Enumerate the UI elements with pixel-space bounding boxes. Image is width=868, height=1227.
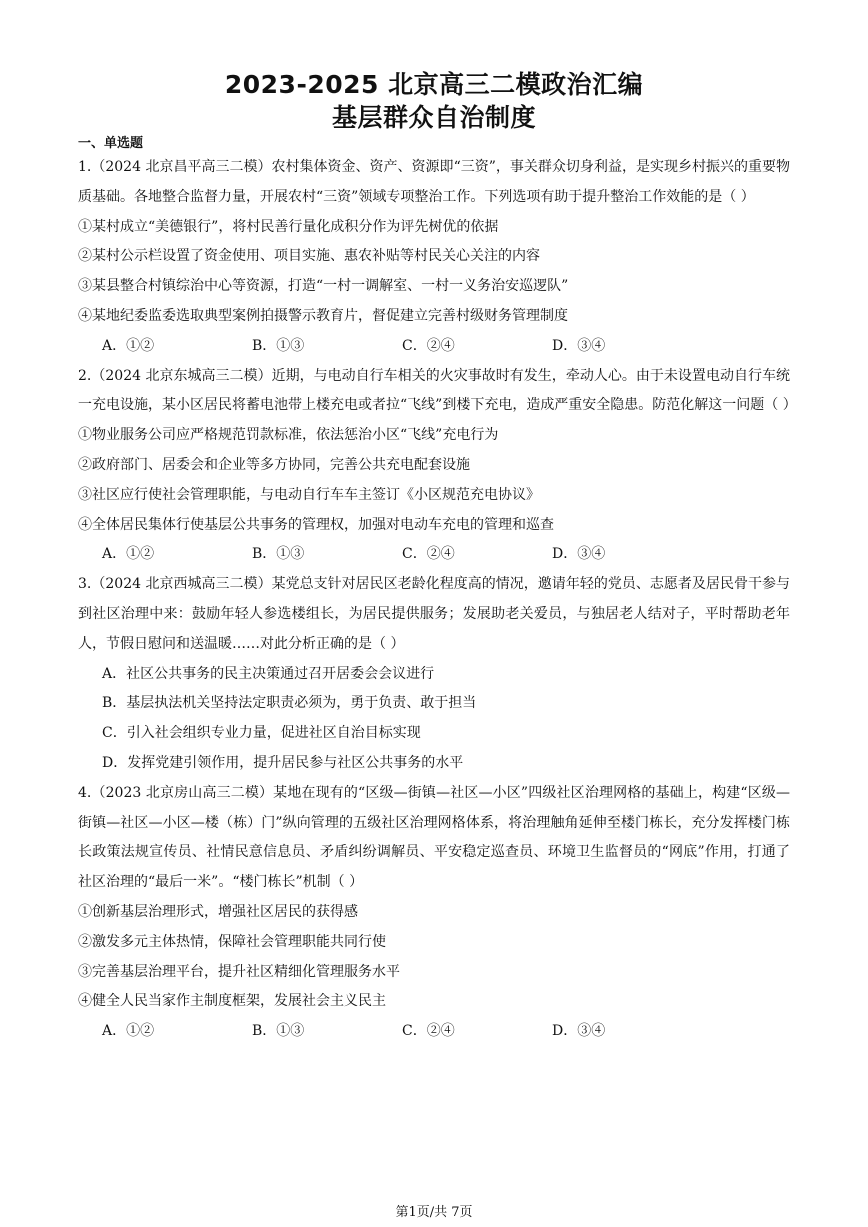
choice-d: D．③④ (552, 546, 606, 563)
choice-d: D．③④ (552, 1023, 606, 1040)
choice-b: B．基层执法机关坚持法定职责必须为，勇于负责、敢于担当 (102, 695, 477, 712)
answer-choices (78, 660, 790, 779)
document-title: 2023-2025 北京高三二模政治汇编 (224, 70, 644, 99)
page-footer: 第1页/共 7页 (395, 1205, 473, 1220)
statement: ①物业服务公司应严格规范罚款标准，依法惩治小区“飞线”充电行为 (78, 427, 499, 444)
choice-d: D．③④ (552, 337, 606, 354)
question-2 (78, 362, 797, 571)
choice-a: A．①② (102, 546, 155, 563)
answer-choices (78, 1017, 790, 1047)
choice-b: B．①③ (252, 546, 305, 563)
answer-choices (78, 540, 790, 570)
choice-d: D．发挥党建引领作用，提升居民参与社区公共事务的水平 (102, 754, 464, 771)
choice-c: C．②④ (402, 337, 455, 354)
choice-b: B．①③ (252, 1023, 305, 1040)
statement: ②某村公示栏设置了资金使用、项目实施、惠农补贴等村民关心关注的内容 (78, 248, 540, 265)
question-stem: 2.（2024 北京东城高三二模）近期，与电动自行车相关的火灾事故时有发生，牵动人心。由于未设置电动自行车统一充电设施，某小区居民将蓄电池带上楼充电或者拉“飞线”到楼下充电，造成严重安全隐患。防范化解这一问题（ ） (78, 367, 797, 414)
question-stem: 1.（2024 北京昌平高三二模）农村集体资金、资产、资源即“三资”，事关群众切身利益，是实现乡村振兴的重要物质基础。各地整合监督力量，开展农村“三资”领域专项整治工作。下列选项有助于提升整治工作效能的是（ ） (78, 159, 790, 205)
document-content (78, 136, 797, 1047)
choice-a: A．①② (102, 1023, 155, 1040)
choice-c: C．引入社会组织专业力量，促进社区自治目标实现 (102, 725, 421, 742)
choice-a: A．社区公共事务的民主决策通过召开居委会会议进行 (102, 665, 435, 682)
statement: ④全体居民集体行使基层公共事务的管理权，加强对电动车充电的管理和巡查 (78, 516, 554, 533)
question-1 (78, 153, 790, 362)
statement: ②激发多元主体热情，保障社会管理职能共同行使 (78, 933, 386, 950)
statement: ③完善基层治理平台，提升社区精细化管理服务水平 (78, 963, 400, 980)
choice-c: C．②④ (402, 546, 455, 563)
statement: ③社区应行使社会管理职能，与电动自行车车主签订《小区规范充电协议》 (78, 486, 540, 503)
statement: ①某村成立“美德银行”，将村民善行量化成积分作为评先树优的依据 (78, 218, 499, 235)
question-stem: 4.（2023 北京房山高三二模）某地在现有的“区级—街镇—社区—小区”四级社区治理网格的基础上，构建“区级—街镇—社区—小区—楼（栋）门”纵向管理的五级社区治理网格体系，将治理触角延伸至楼门栋长，充分发挥楼门栋长政策法规宣传员、社情民意信息员、矛盾纠纷调解员、平安稳定巡查员、环境卫生监督员的“网底”作用，打通了社区治理的“最后一米”。“楼门栋长”机制（ ） (78, 784, 790, 891)
choice-c: C．②④ (402, 1023, 455, 1040)
question-3 (78, 570, 790, 779)
statement: ②政府部门、居委会和企业等多方协同，完善公共充电配套设施 (78, 456, 470, 473)
statement: ④健全人民当家作主制度框架，发展社会主义民主 (78, 993, 386, 1010)
choice-a: A．①② (102, 337, 155, 354)
choice-b: B．①③ (252, 337, 305, 354)
question-stem: 3.（2024 北京西城高三二模）某党总支针对居民区老龄化程度高的情况，邀请年轻的党员、志愿者及居民骨干参与到社区治理中来：鼓励年轻人参选楼组长，为居民提供服务；发展助老关爱员，与独居老人结对子，平时帮助老年人，节假日慰问和送温暖……对此分析正确的是（ ） (78, 576, 790, 652)
answer-choices (78, 332, 790, 362)
document-subtitle: 基层群众自治制度 (331, 103, 536, 132)
statement: ④某地纪委监委选取典型案例拍摄警示教育片，督促建立完善村级财务管理制度 (78, 307, 568, 324)
section-heading: 一、单选题 (78, 136, 144, 151)
statement: ③某县整合村镇综治中心等资源，打造“一村一调解室、一村一义务治安巡逻队” (78, 278, 569, 295)
statement: ①创新基层治理形式，增强社区居民的获得感 (78, 903, 358, 920)
question-4 (78, 779, 790, 1047)
